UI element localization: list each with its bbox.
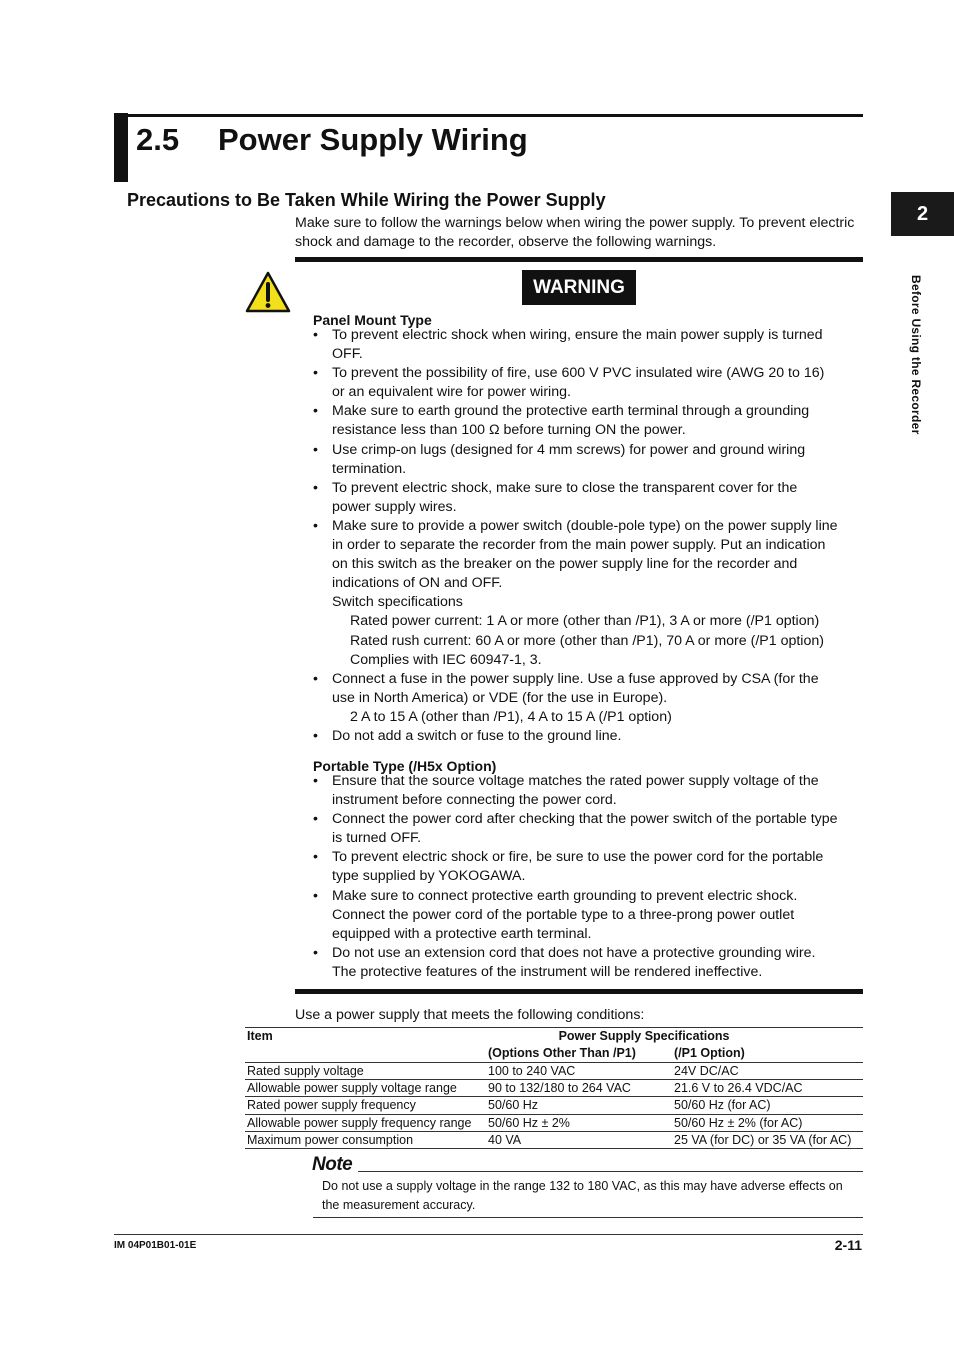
table-cell: 24V DC/AC	[674, 1064, 739, 1078]
intro-line-1: Make sure to follow the warnings below when wiring the power supply. To prevent electric	[295, 215, 855, 231]
switch-spec-label: Switch specifications	[332, 594, 463, 611]
table-rule	[245, 1096, 863, 1097]
table-cell: 100 to 240 VAC	[488, 1064, 576, 1078]
portable-type-list	[313, 772, 838, 982]
table-cell: 50/60 Hz	[488, 1098, 539, 1112]
panel-mount-heading: Panel Mount Type	[313, 312, 432, 328]
document-id: IM 04P01B01-01E	[114, 1240, 197, 1251]
switch-spec-3: Complies with IEC 60947-1, 3.	[350, 651, 542, 668]
intro-line-2: shock and damage to the recorder, observe the following warnings.	[295, 234, 717, 250]
footer-rule	[114, 1234, 863, 1235]
list-item: • Make sure to earth ground the protective earth terminal through a grounding resistance less than 100 Ω before turning ON the power.	[313, 403, 810, 439]
chapter-tab-title: Before Using the Recorder	[909, 275, 923, 435]
table-header-col-a: (Options Other Than /P1)	[488, 1046, 636, 1060]
panel-mount-list	[313, 326, 838, 746]
table-cell: 40 VA	[488, 1133, 522, 1147]
list-item: • To prevent electric shock when wiring, ensure the main power supply is turned OFF.	[313, 327, 823, 363]
list-item: • To prevent the possibility of fire, use 600 V PVC insulated wire (AWG 20 to 16) or an equivalent wire for power wiring.	[313, 365, 825, 401]
conditions-intro: Use a power supply that meets the following conditions:	[295, 1007, 645, 1023]
table-header-group: Power Supply Specifications	[558, 1029, 730, 1043]
table-cell: Allowable power supply frequency range	[247, 1116, 472, 1130]
note-rule	[358, 1171, 863, 1172]
precautions-heading: Precautions to Be Taken While Wiring the Power Supply	[127, 190, 606, 210]
list-item: • Do not add a switch or fuse to the ground line.	[313, 727, 622, 744]
warning-triangle-icon	[245, 271, 291, 313]
table-rule	[245, 1062, 863, 1063]
note-line-1: Do not use a supply voltage in the range 132 to 180 VAC, as this may have adverse effects on	[322, 1179, 843, 1193]
table-cell: Rated power supply frequency	[247, 1098, 416, 1112]
warning-label: WARNING	[522, 270, 636, 305]
table-rule	[245, 1148, 863, 1149]
switch-spec-1: Rated power current: 1 A or more (other than /P1), 3 A or more (/P1 option)	[350, 613, 820, 630]
table-rule	[245, 1079, 863, 1080]
table-cell: 25 VA (for DC) or 35 VA (for AC)	[674, 1133, 852, 1147]
warning-top-rule	[295, 257, 863, 262]
table-cell: Allowable power supply voltage range	[247, 1081, 457, 1095]
list-item: • Ensure that the source voltage matches the rated power supply voltage of the instrument before connecting the power cord.	[313, 773, 819, 809]
note-title: Note	[312, 1154, 353, 1175]
table-cell: 21.6 V to 26.4 VDC/AC	[674, 1081, 803, 1095]
section-title: Power Supply Wiring	[218, 122, 528, 157]
note-bottom-rule	[313, 1217, 863, 1218]
table-header-col-b: (/P1 Option)	[674, 1046, 745, 1060]
list-item: • Use crimp-on lugs (designed for 4 mm screws) for power and ground wiring termination.	[313, 441, 806, 477]
title-rule	[128, 114, 863, 117]
warning-bottom-rule	[295, 989, 863, 994]
list-item: • Connect a fuse in the power supply line. Use a fuse approved by CSA (for the use in North America) or VDE (for the use in Europe). 2 A to 15 A (other than /P1), 4 A to 15 A (/P1 option)	[313, 670, 838, 727]
list-item: • Connect the power cord after checking that the power switch of the portable type is turned OFF.	[313, 811, 838, 847]
fuse-spec: 2 A to 15 A (other than /P1), 4 A to 15 A (/P1 option)	[350, 708, 672, 725]
table-cell: Maximum power consumption	[247, 1133, 414, 1147]
page-number: 2-11	[834, 1237, 862, 1253]
chapter-tab: 2	[891, 192, 954, 236]
section-number: 2.5	[136, 122, 180, 157]
table-cell: 50/60 Hz ± 2%	[488, 1116, 570, 1130]
table-cell: 50/60 Hz ± 2% (for AC)	[674, 1116, 803, 1130]
table-header-item: Item	[247, 1029, 273, 1043]
portable-type-heading: Portable Type (/H5x Option)	[313, 758, 497, 774]
list-item: • To prevent electric shock or fire, be sure to use the power cord for the portable type supplied by YOKOGAWA.	[313, 849, 824, 885]
table-cell: 90 to 132/180 to 264 VAC	[488, 1081, 631, 1095]
table-cell: 50/60 Hz (for AC)	[674, 1098, 771, 1112]
list-item: • Make sure to provide a power switch (double-pole type) on the power supply line in order to separate the recorder from the main power supply. Put an indication on this switch as the breaker on the power supply line for the recorder and indications of ON and OFF. Switch specifications Rated power current: 1 A or more (other than /P1), 3 A or more (/P1 option) Rated rush current: 60 A or more (other than /P1), 70 A or more (/P1 option) Complies with IEC 60947-1, 3.	[313, 517, 838, 670]
note-line-2: the measurement accuracy.	[322, 1198, 476, 1212]
list-item: • Do not use an extension cord that does not have a protective grounding wire. The protective features of the instrument will be rendered ineffective.	[313, 944, 816, 980]
page-title	[136, 118, 528, 162]
list-item: • To prevent electric shock, make sure to close the transparent cover for the power supply wires.	[313, 479, 798, 515]
list-item: • Make sure to connect protective earth grounding to prevent electric shock. Connect the power cord of the portable type to a three-prong power outlet equipped with a protective earth terminal.	[313, 887, 798, 942]
table-cell: Rated supply voltage	[247, 1064, 364, 1078]
table-rule	[245, 1131, 863, 1132]
table-rule	[245, 1027, 863, 1028]
table-rule	[245, 1114, 863, 1115]
title-bar	[114, 113, 128, 182]
switch-spec-2: Rated rush current: 60 A or more (other than /P1), 70 A or more (/P1 option)	[350, 632, 824, 649]
